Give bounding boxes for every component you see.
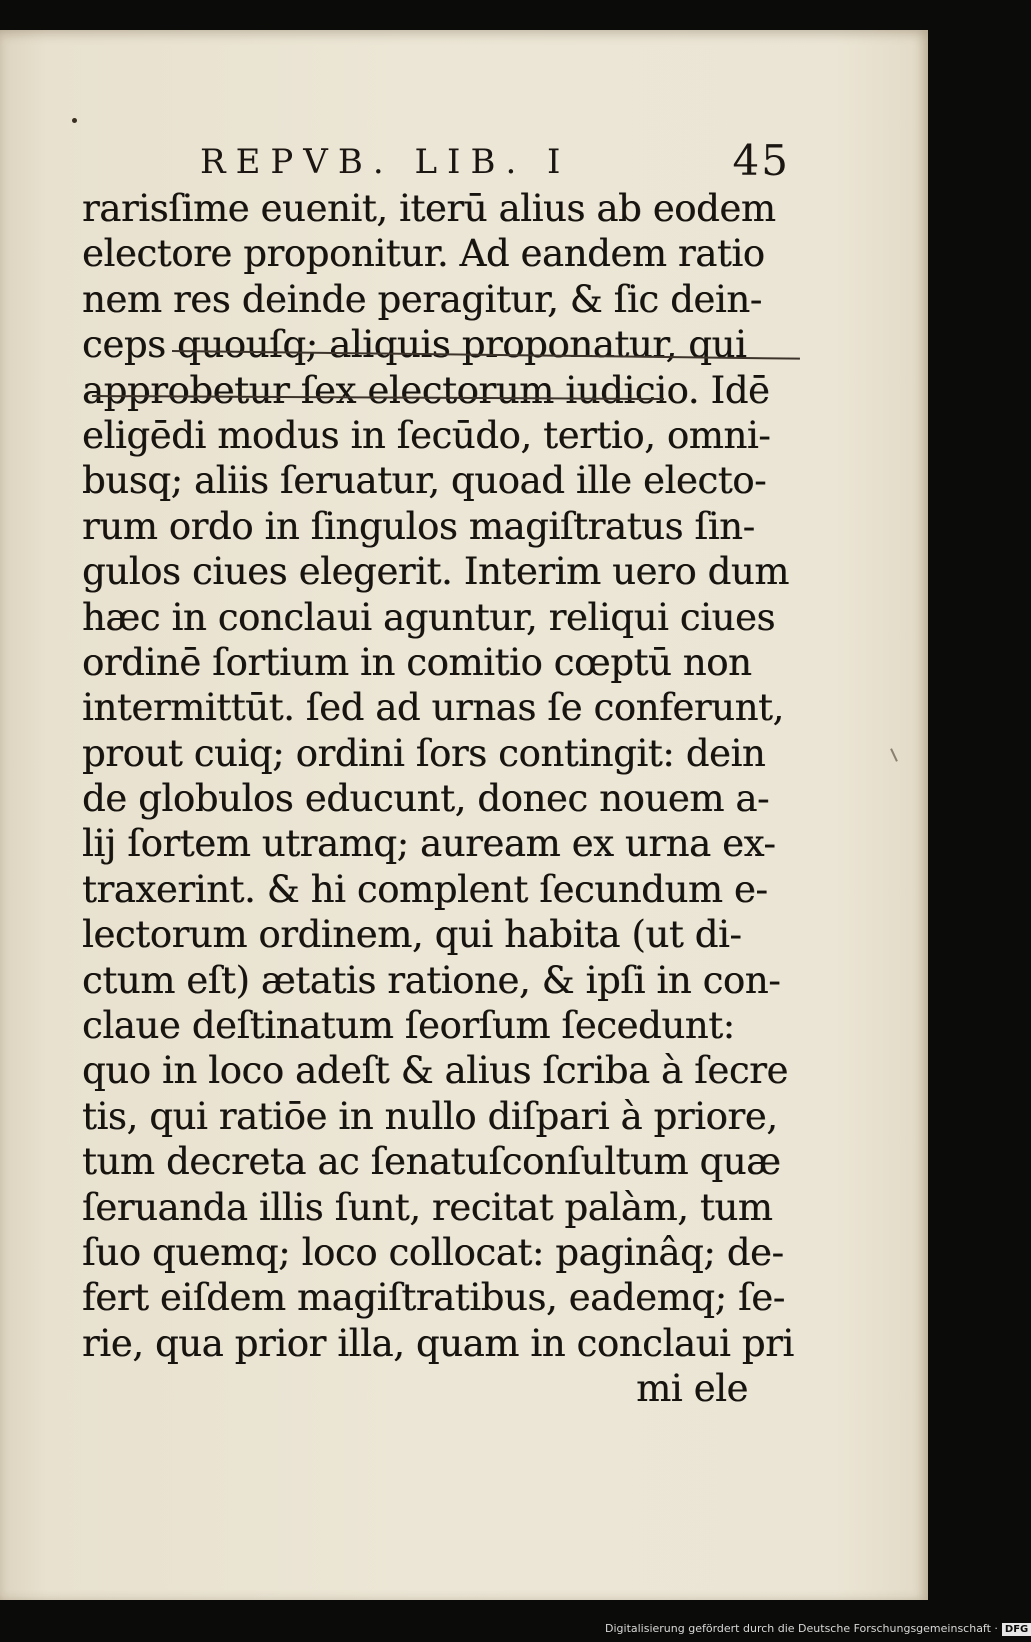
text-line: gulos ciues elegerit. Interim uero dum (82, 550, 789, 594)
text-line: traxerint. & hi complent ſecundum e- (82, 867, 768, 911)
body-text (82, 186, 794, 1412)
text-line: approbetur ſex electorum iudicio. Idē (82, 368, 770, 412)
text-line: hæc in conclaui aguntur, reliqui ciues (82, 595, 776, 639)
text-line: prout cuiq; ordini ſors contingit: dein (82, 731, 766, 775)
text-line: ctum eſt) ætatis ratione, & ipſi in con- (82, 958, 781, 1002)
credit-text: Digitalisierung gefördert durch die Deutsche Forschungsgemeinschaft · (605, 1622, 998, 1635)
text-line: quo in loco adeſt & alius ſcriba à ſecre (82, 1049, 788, 1093)
page-number: 45 (732, 136, 790, 185)
text-line: busq; aliis ſeruatur, quoad ille electo- (82, 459, 767, 503)
text-line: lij ſortem utramq; auream ex urna ex- (82, 822, 776, 866)
dfg-logo: DFG (1002, 1623, 1031, 1636)
text-line: intermittūt. ſed ad urnas ſe conferunt, (82, 686, 784, 730)
ink-dot (72, 118, 77, 123)
text-line: ſuo quemq; loco collocat: paginâq; de- (82, 1230, 784, 1274)
text-line: rum ordo in ſingulos magiſtratus ſin- (82, 504, 755, 548)
digitization-credit (605, 1622, 1029, 1640)
text-line: tis, qui ratiōe in nullo diſpari à priore, (82, 1094, 778, 1138)
text-line: tum decreta ac ſenatuſconſultum quæ (82, 1140, 781, 1184)
text-line: de globulos educunt, donec nouem a- (82, 777, 770, 821)
text-line: nem res deinde peragitur, & ſic dein- (82, 277, 762, 321)
text-line: claue deſtinatum ſeorſum ſecedunt: (82, 1004, 735, 1048)
stray-mark (890, 748, 898, 762)
text-line: lectorum ordinem, qui habita (ut di- (82, 913, 742, 957)
text-line: ceps quouſq; aliquis proponatur, qui (82, 323, 747, 367)
text-line: electore proponitur. Ad eandem ratio (82, 232, 765, 276)
running-head-title: REPVB. LIB. I (200, 142, 571, 182)
text-line: ordinē ſortium in comitio cœptū non (82, 640, 752, 684)
running-head (180, 138, 790, 188)
text-line: rie, qua prior illa, quam in conclaui pri (82, 1321, 794, 1365)
text-line: eligēdi modus in ſecūdo, tertio, omni- (82, 413, 771, 457)
catchword: mi ele (636, 1367, 748, 1411)
text-line: fert eiſdem magiſtratibus, eademq; ſe- (82, 1276, 785, 1320)
text-line: ſeruanda illis ſunt, recitat palàm, tum (82, 1185, 773, 1229)
text-line: rarisſime euenit, iterū alius ab eodem (82, 187, 776, 230)
